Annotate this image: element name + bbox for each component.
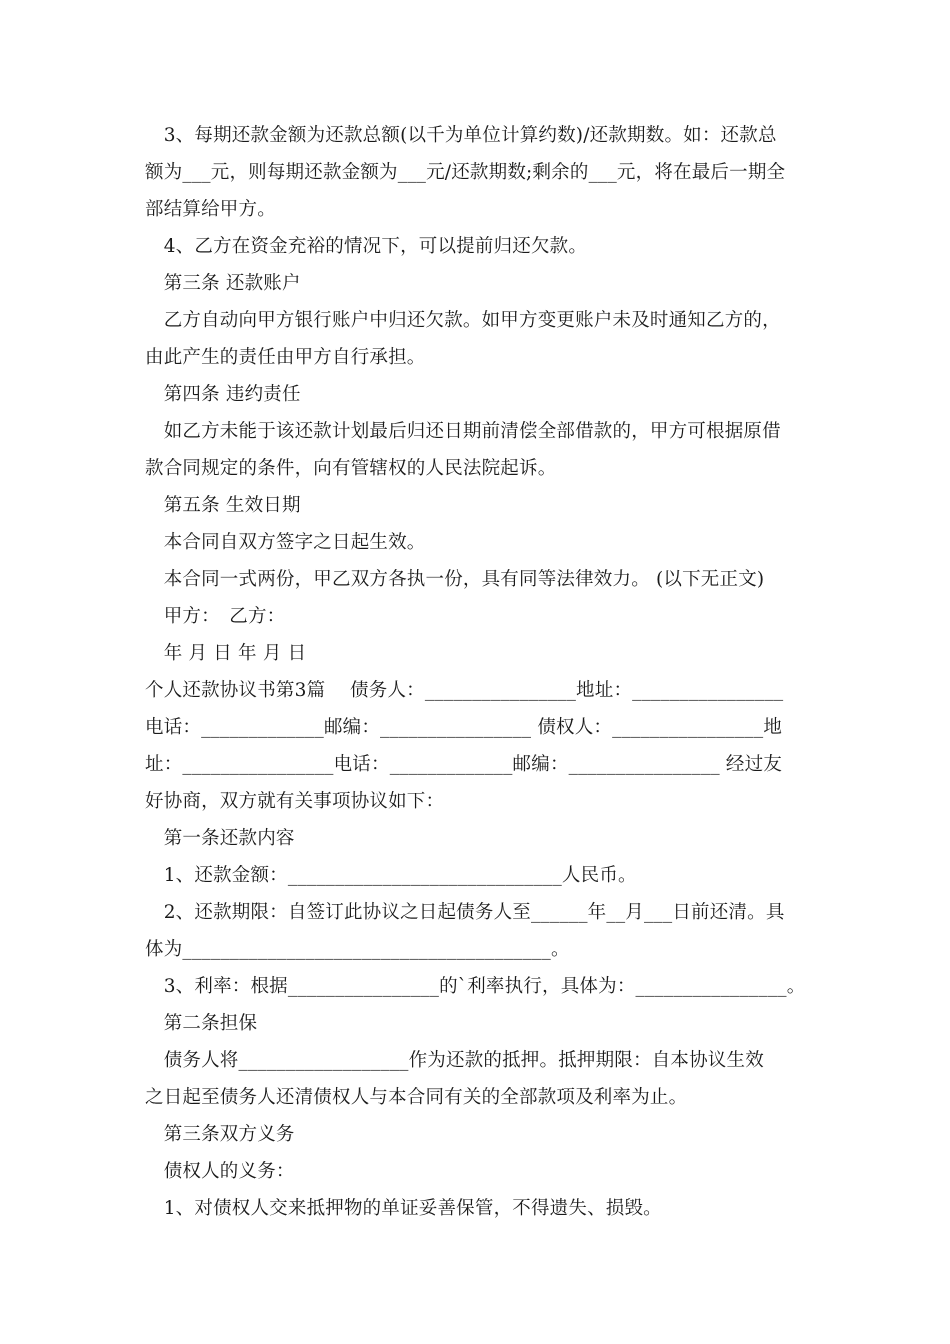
text-line: 4、乙方在资金充裕的情况下，可以提前归还欠款。 [145,236,588,257]
text-line: 1、对债权人交来抵押物的单证妥善保管，不得遗失、损毁。 [145,1198,662,1219]
section-heading: 第四条 违约责任 [145,384,301,405]
section-heading: 第二条担保 [145,1013,258,1034]
text-line: 址：________________电话：_____________邮编：________________ 经过友 [145,754,783,775]
text-line: 3、每期还款金额为还款总额(以千为单位计算约数)/还款期数。如：还款总 [145,125,777,146]
text-line: 本合同一式两份，甲乙双方各执一份，具有同等法律效力。 (以下无正文) [145,569,765,590]
date-line: 年 月 日 年 月 日 [145,643,307,664]
text-line: 额为___元，则每期还款金额为___元/还款期数;剩余的___元，将在最后一期全 [145,162,786,183]
text-line: 部结算给甲方。 [145,199,276,220]
text-line: 如乙方未能于该还款计划最后归还日期前清偿全部借款的，甲方可根据原借 [145,421,781,442]
text-line: 本合同自双方签字之日起生效。 [145,532,426,553]
section-heading: 第一条还款内容 [145,828,295,849]
text-line: 3、利率：根据________________的`利率执行，具体为：________________。 [145,976,806,997]
text-line: 债务人将__________________作为还款的抵押。抵押期限：自本协议生效 [145,1050,764,1071]
text-line: 之日起至债务人还清债权人与本合同有关的全部款项及利率为止。 [145,1087,688,1108]
text-line: 电话：_____________邮编：________________ 债权人：________________地 [145,717,783,738]
section-heading: 第三条双方义务 [145,1124,295,1145]
section-heading: 第五条 生效日期 [145,495,301,516]
text-line: 款合同规定的条件，向有管辖权的人民法院起诉。 [145,458,557,479]
text-line: 由此产生的责任由甲方自行承担。 [145,347,426,368]
text-line: 好协商，双方就有关事项协议如下： [145,791,445,812]
text-line: 债权人的义务： [145,1161,295,1182]
section-heading: 第三条 还款账户 [145,273,301,294]
text-line: 个人还款协议书第3篇 债务人：________________地址：________________ [145,680,784,701]
text-line: 1、还款金额：_____________________________人民币。 [145,865,637,886]
signature-line: 甲方： 乙方： [145,606,286,627]
text-line: 2、还款期限：自签订此协议之日起债务人至______年__月___日前还清。具 [145,902,785,923]
text-line: 体为_______________________________________。 [145,939,570,960]
text-line: 乙方自动向甲方银行账户中归还欠款。如甲方变更账户未及时通知乙方的， [145,310,781,331]
